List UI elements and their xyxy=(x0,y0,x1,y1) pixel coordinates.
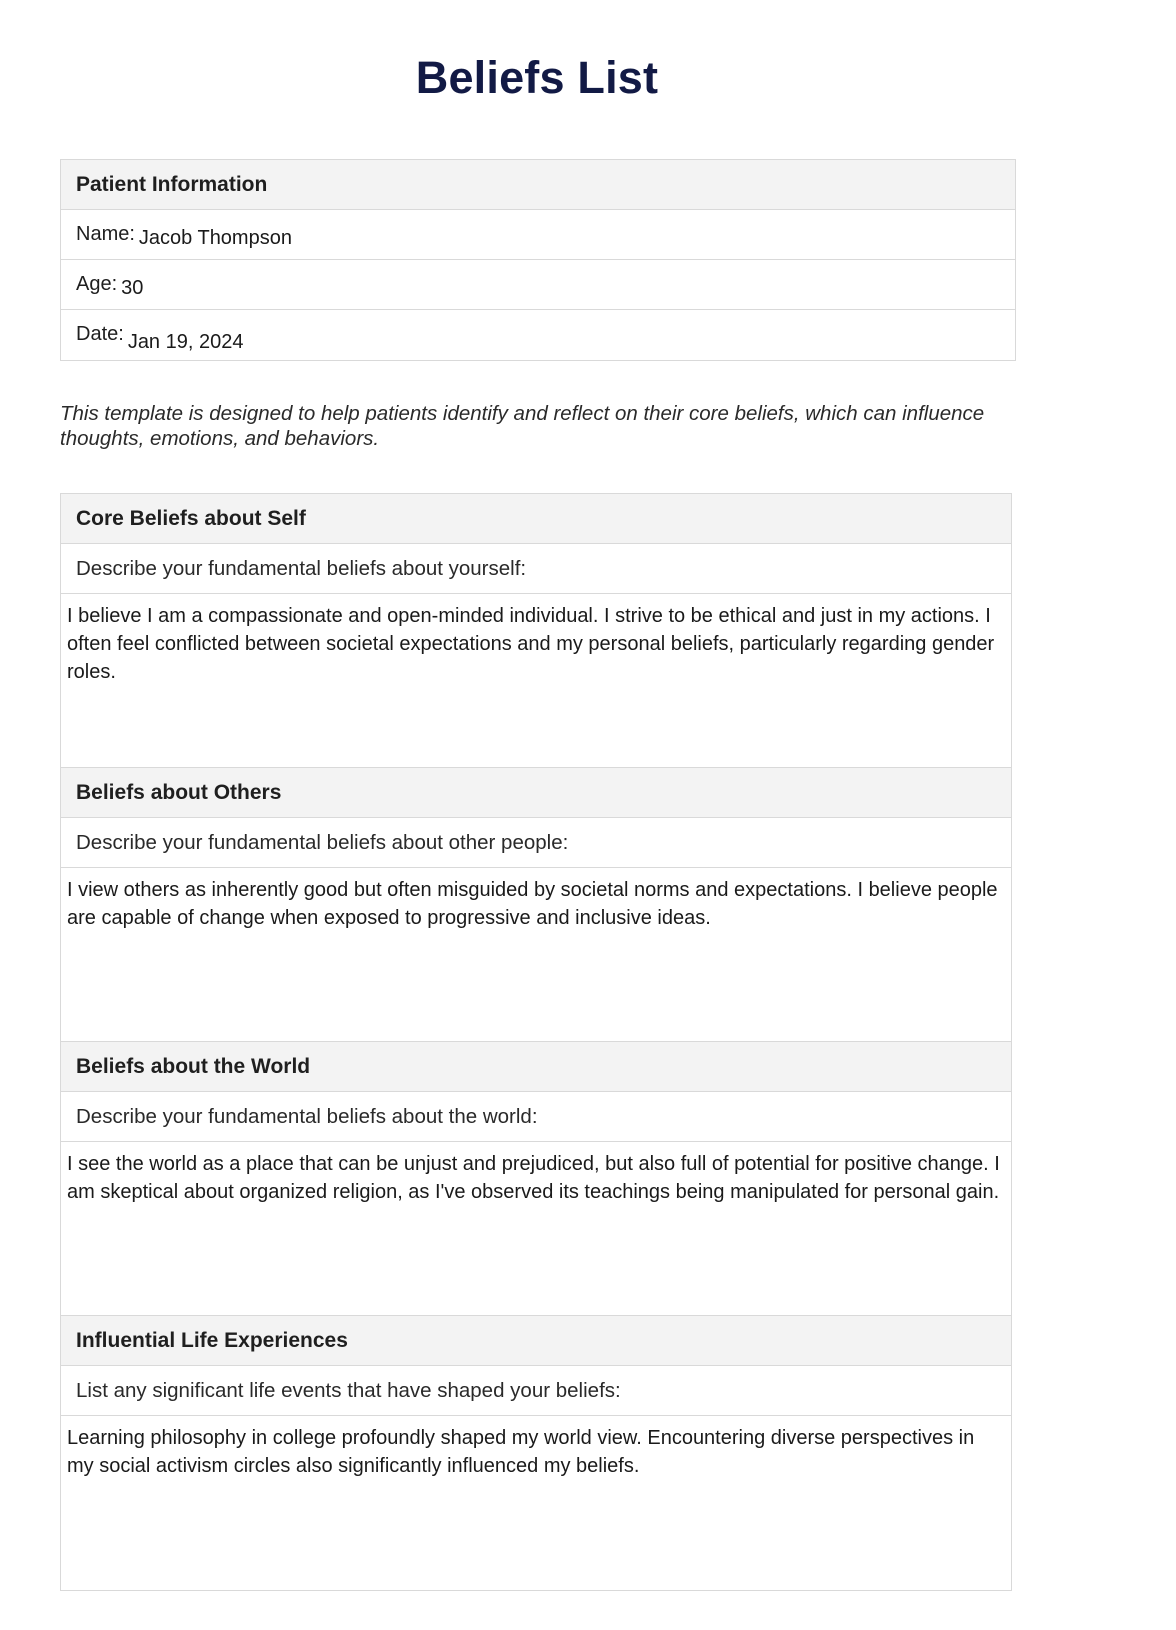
date-value[interactable]: Jan 19, 2024 xyxy=(127,331,244,353)
date-label: Date: xyxy=(76,323,124,345)
section-core-beliefs-self xyxy=(61,494,1011,768)
patient-name-row xyxy=(61,210,1015,260)
section-prompt: Describe your fundamental beliefs about other people: xyxy=(61,818,1011,868)
answer-field[interactable]: Learning philosophy in college profoundly shaped my world view. Encountering diverse perspectives in my social activism circles also significantly influenced my beliefs. xyxy=(67,1427,975,1477)
section-beliefs-world xyxy=(61,1042,1011,1316)
section-beliefs-others xyxy=(61,768,1011,1042)
section-influential-life-experiences xyxy=(61,1316,1011,1590)
section-header: Beliefs about the World xyxy=(61,1042,1011,1092)
age-value[interactable]: 30 xyxy=(121,277,144,299)
name-value[interactable]: Jacob Thompson xyxy=(138,227,292,249)
patient-information-table xyxy=(60,159,1016,361)
section-prompt: Describe your fundamental beliefs about the world: xyxy=(61,1092,1011,1142)
patient-date-row xyxy=(61,310,1015,360)
name-label: Name: xyxy=(76,223,135,245)
section-header: Influential Life Experiences xyxy=(61,1316,1011,1366)
patient-information-header: Patient Information xyxy=(61,160,1015,210)
answer-field[interactable]: I believe I am a compassionate and open-minded individual. I strive to be ethical and just in my actions. I often feel conflicted between societal expectations and my personal beliefs, particularly regarding gender roles. xyxy=(61,594,1011,768)
answer-field[interactable]: I view others as inherently good but often misguided by societal norms and expectations. I believe people are capable of change when exposed to progressive and inclusive ideas. xyxy=(61,868,1011,1042)
intro-text: This template is designed to help patients identify and reflect on their core beliefs, which can influence thoughts, emotions, and behaviors. xyxy=(60,402,985,450)
age-label: Age: xyxy=(76,273,118,295)
page-title: Beliefs List xyxy=(415,52,659,103)
patient-age-row xyxy=(61,260,1015,310)
section-prompt: Describe your fundamental beliefs about yourself: xyxy=(61,544,1011,594)
answer-field[interactable]: I see the world as a place that can be unjust and prejudiced, but also full of potential for positive change. I am skeptical about organized religion, as I've observed its teachings being manipulated for personal gain. xyxy=(61,1142,1011,1316)
section-header: Beliefs about Others xyxy=(61,768,1011,818)
section-prompt: List any significant life events that have shaped your beliefs: xyxy=(61,1366,1011,1416)
section-header: Core Beliefs about Self xyxy=(61,494,1011,544)
beliefs-table xyxy=(60,493,1012,1591)
